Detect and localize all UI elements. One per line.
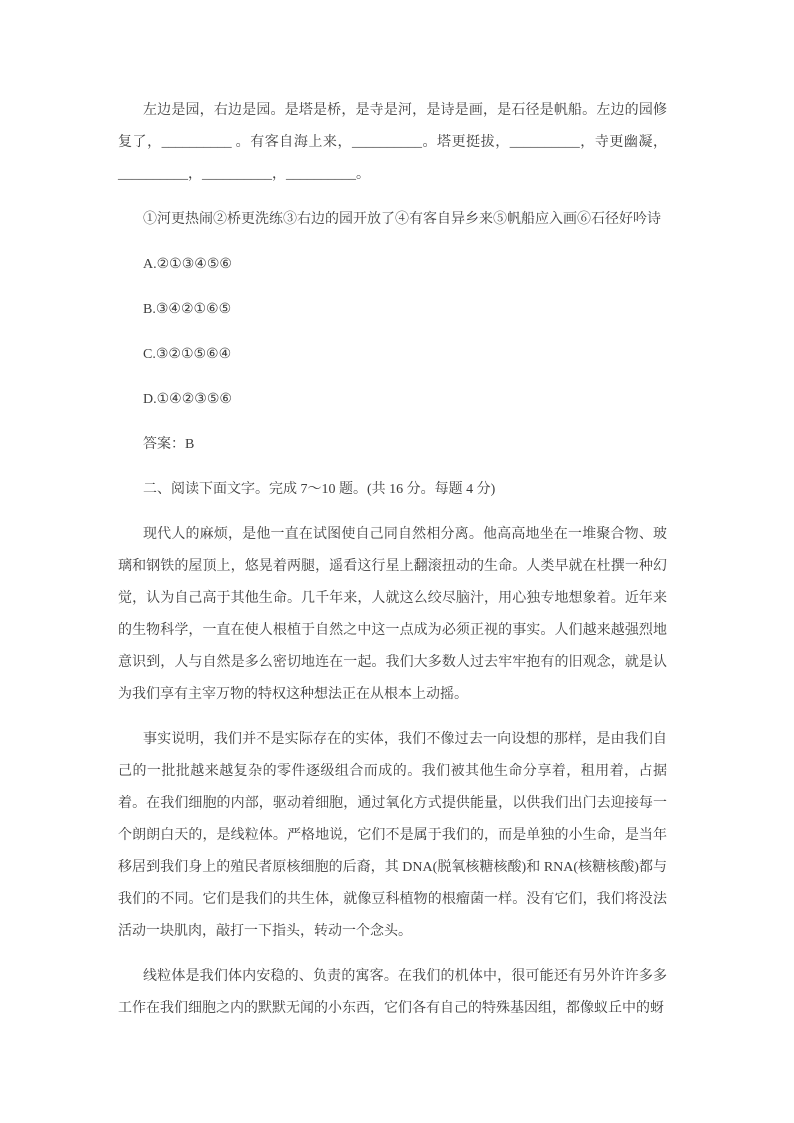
reading-paragraph-3: 线粒体是我们体内安稳的、负责的寓客。在我们的机体中，很可能还有另外许许多多工作在我们细胞之内的默默无闻的小东西，它们各有自己的特殊基因组，都像蚁丘中的蚜 xyxy=(118,969,667,1016)
answer-line: 答案：B xyxy=(143,437,195,452)
question-stem: 左边是园，右边是园。是塔是桥，是寺是河，是诗是画，是石径是帆船。左边的园修复了，__________ 。有客自海上来，__________。塔更挺拔，__________，寺更幽凝，__________，__________，__________。 xyxy=(118,103,667,182)
option-a-line: A.②①③④⑤⑥ xyxy=(143,257,232,272)
option-d-line: D.①④②③⑤⑥ xyxy=(143,392,232,407)
option-c-line: C.③②①⑤⑥④ xyxy=(143,347,232,362)
reading-paragraph-1: 现代人的麻烦，是他一直在试图使自己同自然相分离。他高高地坐在一堆聚合物、玻璃和钢铁的屋顶上，悠晃着两腿，遥看这行星上翻滚扭动的生命。人类早就在杜撰一种幻觉，认为自己高于其他生命。几千年来，人就这么绞尽脑汁，用心独专地想象着。近年来的生物科学，一直在使人根植于自然之中这一点成为必须正视的事实。人们越来越强烈地意识到，人与自然是多么密切地连在一起。我们大多数人过去牢牢抱有的旧观念，就是认为我们享有主宰万物的特权这种想法正在从根本上动摇。 xyxy=(118,527,667,702)
question-numbered-items: ①河更热闹②桥更洗练③右边的园开放了④有客自异乡来⑤帆船应入画⑥石径好吟诗 xyxy=(143,212,661,227)
section-heading: 二、阅读下面文字。完成 7～10 题。(共 16 分。每题 4 分) xyxy=(143,482,496,497)
option-b-line: B.③④②①⑥⑤ xyxy=(143,302,232,317)
page-content xyxy=(118,95,667,1038)
reading-paragraph-2: 事实说明，我们并不是实际存在的实体，我们不像过去一向设想的那样，是由我们自己的一批批越来越复杂的零件逐级组合而成的。我们被其他生命分享着，租用着，占据着。在我们细胞的内部，驱动着细胞，通过氧化方式提供能量，以供我们出门去迎接每一个朗朗白天的，是线粒体。严格地说，它们不是属于我们的，而是单独的小生命，是当年移居到我们身上的殖民者原核细胞的后裔，其 DNA(脱氧核糖核酸)和 RNA(核糖核酸)都与我们的不同。它们是我们的共生体，就像豆科植物的根瘤菌一样。没有它们，我们将没法活动一块肌肉，敲打一下指头，转动一个念头。 xyxy=(118,732,667,939)
